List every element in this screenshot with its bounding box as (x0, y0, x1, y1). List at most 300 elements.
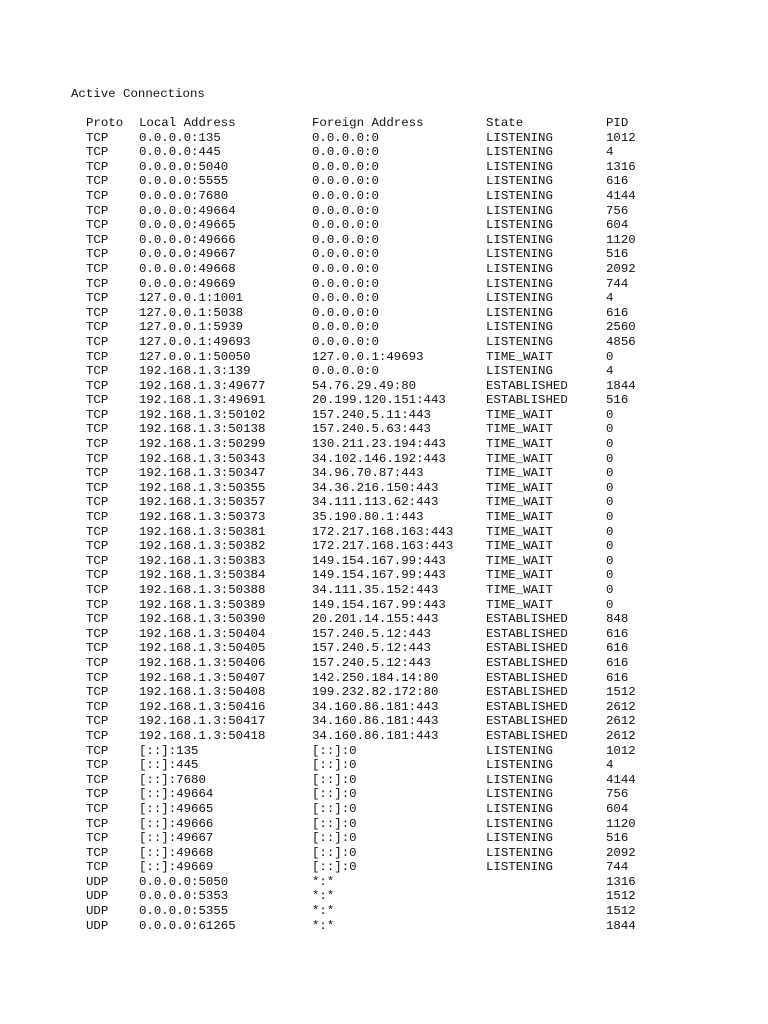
cell-pid: 616 (606, 641, 629, 656)
cell-proto: TCP (86, 334, 109, 349)
cell-foreign-address: 127.0.0.1:49693 (312, 349, 424, 364)
cell-local-address: 192.168.1.3:139 (139, 364, 251, 379)
cell-state: ESTABLISHED (486, 685, 568, 700)
cell-state: LISTENING (486, 334, 553, 349)
cell-proto: TCP (86, 305, 109, 320)
cell-pid: 2560 (606, 320, 636, 335)
cell-foreign-address: 0.0.0.0:0 (312, 291, 379, 306)
cell-foreign-address: 0.0.0.0:0 (312, 247, 379, 262)
table-row (0, 568, 768, 583)
table-row (0, 174, 768, 189)
cell-local-address: 0.0.0.0:7680 (139, 188, 229, 203)
cell-pid: 4144 (606, 188, 636, 203)
cell-pid: 4 (606, 145, 614, 160)
table-row (0, 714, 768, 729)
cell-state: TIME_WAIT (486, 495, 553, 510)
cell-proto: TCP (86, 626, 109, 641)
cell-proto: TCP (86, 787, 109, 802)
table-row (0, 408, 768, 423)
cell-proto: TCP (86, 378, 109, 393)
cell-foreign-address: 149.154.167.99:443 (312, 568, 446, 583)
table-row (0, 612, 768, 627)
cell-local-address: 0.0.0.0:5355 (139, 904, 229, 919)
cell-pid: 4856 (606, 334, 636, 349)
cell-pid: 1012 (606, 743, 636, 758)
cell-proto: TCP (86, 437, 109, 452)
table-row (0, 495, 768, 510)
cell-state: LISTENING (486, 203, 553, 218)
cell-state: ESTABLISHED (486, 670, 568, 685)
cell-foreign-address: [::]:0 (312, 743, 357, 758)
table-row (0, 671, 768, 686)
cell-proto: TCP (86, 568, 109, 583)
cell-foreign-address: [::]:0 (312, 831, 357, 846)
cell-state: LISTENING (486, 218, 553, 233)
table-row (0, 627, 768, 642)
cell-proto: TCP (86, 364, 109, 379)
cell-state: ESTABLISHED (486, 378, 568, 393)
cell-pid: 1844 (606, 918, 636, 933)
cell-foreign-address: 172.217.168.163:443 (312, 539, 454, 554)
cell-pid: 2612 (606, 728, 636, 743)
cell-pid: 1316 (606, 874, 636, 889)
cell-foreign-address: 157.240.5.11:443 (312, 407, 431, 422)
cell-proto: UDP (86, 904, 109, 919)
cell-pid: 1512 (606, 904, 636, 919)
cell-state: ESTABLISHED (486, 641, 568, 656)
cell-proto: TCP (86, 174, 109, 189)
cell-foreign-address: 34.160.86.181:443 (312, 699, 439, 714)
cell-local-address: 192.168.1.3:50405 (139, 641, 266, 656)
cell-local-address: 127.0.0.1:49693 (139, 334, 251, 349)
cell-local-address: 0.0.0.0:135 (139, 130, 221, 145)
cell-pid: 616 (606, 305, 629, 320)
cell-foreign-address: 0.0.0.0:0 (312, 276, 379, 291)
table-row (0, 233, 768, 248)
table-row (0, 145, 768, 160)
cell-foreign-address: 157.240.5.12:443 (312, 626, 431, 641)
cell-state: LISTENING (486, 801, 553, 816)
cell-state: LISTENING (486, 247, 553, 262)
cell-foreign-address: [::]:0 (312, 860, 357, 875)
cell-local-address: [::]:135 (139, 743, 199, 758)
table-row (0, 262, 768, 277)
cell-proto: TCP (86, 451, 109, 466)
cell-state: ESTABLISHED (486, 728, 568, 743)
table-row (0, 554, 768, 569)
table-row (0, 525, 768, 540)
cell-local-address: 0.0.0.0:5353 (139, 889, 229, 904)
table-row (0, 598, 768, 613)
cell-local-address: [::]:49664 (139, 787, 214, 802)
table-row (0, 160, 768, 175)
cell-pid: 0 (606, 495, 614, 510)
cell-pid: 616 (606, 670, 629, 685)
cell-pid: 516 (606, 393, 629, 408)
cell-local-address: 0.0.0.0:49666 (139, 232, 236, 247)
cell-proto: TCP (86, 203, 109, 218)
cell-state: LISTENING (486, 130, 553, 145)
cell-foreign-address: [::]:0 (312, 758, 357, 773)
cell-local-address: 192.168.1.3:50390 (139, 612, 266, 627)
cell-state: ESTABLISHED (486, 626, 568, 641)
cell-proto: TCP (86, 772, 109, 787)
cell-foreign-address: 0.0.0.0:0 (312, 305, 379, 320)
cell-state: TIME_WAIT (486, 597, 553, 612)
table-row (0, 860, 768, 875)
cell-local-address: 192.168.1.3:50384 (139, 568, 266, 583)
cell-local-address: 192.168.1.3:50417 (139, 714, 266, 729)
cell-proto: TCP (86, 232, 109, 247)
table-row (0, 131, 768, 146)
cell-local-address: 0.0.0.0:49667 (139, 247, 236, 262)
cell-local-address: 127.0.0.1:5038 (139, 305, 244, 320)
cell-proto: TCP (86, 480, 109, 495)
cell-proto: TCP (86, 276, 109, 291)
cell-local-address: 192.168.1.3:50404 (139, 626, 266, 641)
column-header-foreign-address: Foreign Address (312, 116, 424, 130)
cell-proto: TCP (86, 159, 109, 174)
cell-state: LISTENING (486, 772, 553, 787)
table-row (0, 744, 768, 759)
cell-local-address: 0.0.0.0:49664 (139, 203, 236, 218)
cell-pid: 604 (606, 801, 629, 816)
cell-local-address: [::]:445 (139, 758, 199, 773)
cell-pid: 1120 (606, 232, 636, 247)
table-row (0, 306, 768, 321)
table-row (0, 437, 768, 452)
cell-proto: TCP (86, 670, 109, 685)
cell-state: ESTABLISHED (486, 612, 568, 627)
cell-foreign-address: [::]:0 (312, 801, 357, 816)
cell-foreign-address: 34.111.35.152:443 (312, 583, 439, 597)
cell-foreign-address: 35.190.80.1:443 (312, 510, 424, 525)
cell-local-address: 192.168.1.3:50382 (139, 539, 266, 554)
cell-local-address: [::]:49666 (139, 816, 214, 831)
cell-local-address: [::]:49667 (139, 831, 214, 846)
cell-pid: 2092 (606, 845, 636, 860)
cell-pid: 744 (606, 860, 629, 875)
table-row (0, 277, 768, 292)
table-row (0, 787, 768, 802)
table-row (0, 364, 768, 379)
cell-proto: TCP (86, 539, 109, 554)
cell-state: LISTENING (486, 261, 553, 276)
table-row (0, 466, 768, 481)
cell-pid: 2612 (606, 699, 636, 714)
cell-state: TIME_WAIT (486, 583, 553, 597)
cell-proto: TCP (86, 655, 109, 670)
cell-pid: 1120 (606, 816, 636, 831)
cell-state: LISTENING (486, 816, 553, 831)
cell-foreign-address: 0.0.0.0:0 (312, 188, 379, 203)
cell-local-address: 0.0.0.0:445 (139, 145, 221, 160)
table-row (0, 452, 768, 467)
cell-foreign-address: 0.0.0.0:0 (312, 203, 379, 218)
cell-state: LISTENING (486, 743, 553, 758)
cell-local-address: 192.168.1.3:50357 (139, 495, 266, 510)
cell-pid: 0 (606, 422, 614, 437)
cell-local-address: [::]:49669 (139, 860, 214, 875)
cell-local-address: 192.168.1.3:50299 (139, 437, 266, 452)
cell-proto: TCP (86, 261, 109, 276)
cell-local-address: 127.0.0.1:1001 (139, 291, 244, 306)
cell-local-address: 0.0.0.0:5040 (139, 159, 229, 174)
table-row (0, 422, 768, 437)
table-row (0, 539, 768, 554)
cell-state: ESTABLISHED (486, 714, 568, 729)
column-header-state: State (486, 116, 524, 130)
cell-foreign-address: 157.240.5.12:443 (312, 655, 431, 670)
cell-proto: TCP (86, 524, 109, 539)
cell-foreign-address: *:* (312, 918, 335, 933)
cell-proto: TCP (86, 743, 109, 758)
cell-state: LISTENING (486, 320, 553, 335)
table-row (0, 656, 768, 671)
cell-local-address: 0.0.0.0:61265 (139, 918, 236, 933)
cell-state: LISTENING (486, 758, 553, 773)
cell-pid: 756 (606, 203, 629, 218)
cell-local-address: 0.0.0.0:5050 (139, 874, 229, 889)
table-row (0, 773, 768, 788)
cell-proto: TCP (86, 714, 109, 729)
cell-foreign-address: 0.0.0.0:0 (312, 320, 379, 335)
cell-state: TIME_WAIT (486, 568, 553, 583)
cell-pid: 744 (606, 276, 629, 291)
cell-state: LISTENING (486, 276, 553, 291)
cell-foreign-address: 0.0.0.0:0 (312, 145, 379, 160)
column-header-pid: PID (606, 116, 629, 130)
cell-state: LISTENING (486, 845, 553, 860)
cell-proto: TCP (86, 320, 109, 335)
cell-foreign-address: 0.0.0.0:0 (312, 130, 379, 145)
cell-foreign-address: 130.211.23.194:443 (312, 437, 446, 452)
cell-local-address: 192.168.1.3:49691 (139, 393, 266, 408)
cell-proto: TCP (86, 728, 109, 743)
cell-pid: 616 (606, 626, 629, 641)
cell-local-address: 192.168.1.3:50406 (139, 655, 266, 670)
cell-local-address: 192.168.1.3:50381 (139, 524, 266, 539)
cell-local-address: 192.168.1.3:50373 (139, 510, 266, 525)
cell-foreign-address: 149.154.167.99:443 (312, 597, 446, 612)
cell-pid: 2612 (606, 714, 636, 729)
cell-state: ESTABLISHED (486, 699, 568, 714)
table-row (0, 729, 768, 744)
cell-proto: TCP (86, 597, 109, 612)
cell-state: TIME_WAIT (486, 422, 553, 437)
cell-foreign-address: 54.76.29.49:80 (312, 378, 417, 393)
cell-pid: 0 (606, 466, 614, 481)
cell-proto: TCP (86, 422, 109, 437)
cell-state: LISTENING (486, 174, 553, 189)
cell-proto: TCP (86, 145, 109, 160)
cell-foreign-address: 0.0.0.0:0 (312, 218, 379, 233)
cell-foreign-address: *:* (312, 874, 335, 889)
cell-state: TIME_WAIT (486, 437, 553, 452)
cell-local-address: 0.0.0.0:5555 (139, 174, 229, 189)
cell-local-address: [::]:49668 (139, 845, 214, 860)
cell-proto: TCP (86, 758, 109, 773)
cell-foreign-address: 149.154.167.99:443 (312, 553, 446, 568)
table-row (0, 189, 768, 204)
cell-pid: 0 (606, 480, 614, 495)
cell-proto: TCP (86, 291, 109, 306)
cell-pid: 1844 (606, 378, 636, 393)
cell-foreign-address: 172.217.168.163:443 (312, 524, 454, 539)
cell-state: TIME_WAIT (486, 451, 553, 466)
cell-local-address: 192.168.1.3:50389 (139, 597, 266, 612)
cell-state: LISTENING (486, 860, 553, 875)
cell-proto: TCP (86, 860, 109, 875)
cell-local-address: [::]:49665 (139, 801, 214, 816)
cell-pid: 516 (606, 831, 629, 846)
cell-pid: 1512 (606, 685, 636, 700)
cell-pid: 2092 (606, 261, 636, 276)
table-row (0, 291, 768, 306)
cell-pid: 516 (606, 247, 629, 262)
cell-state: ESTABLISHED (486, 393, 568, 408)
cell-state: LISTENING (486, 291, 553, 306)
cell-local-address: 192.168.1.3:50408 (139, 685, 266, 700)
cell-state: LISTENING (486, 831, 553, 846)
section-title: Active Connections (71, 87, 205, 101)
cell-pid: 4 (606, 291, 614, 306)
cell-local-address: 192.168.1.3:50416 (139, 699, 266, 714)
cell-proto: TCP (86, 393, 109, 408)
cell-state: TIME_WAIT (486, 480, 553, 495)
cell-foreign-address: *:* (312, 904, 335, 919)
cell-state: LISTENING (486, 159, 553, 174)
cell-state: TIME_WAIT (486, 407, 553, 422)
cell-local-address: [::]:7680 (139, 772, 206, 787)
cell-proto: TCP (86, 699, 109, 714)
cell-proto: TCP (86, 495, 109, 510)
cell-proto: TCP (86, 685, 109, 700)
cell-state: TIME_WAIT (486, 349, 553, 364)
table-row (0, 817, 768, 832)
cell-local-address: 192.168.1.3:50418 (139, 728, 266, 743)
cell-pid: 0 (606, 451, 614, 466)
cell-state: TIME_WAIT (486, 510, 553, 525)
cell-proto: UDP (86, 889, 109, 904)
cell-pid: 0 (606, 524, 614, 539)
cell-foreign-address: 199.232.82.172:80 (312, 685, 439, 700)
cell-state: TIME_WAIT (486, 524, 553, 539)
cell-proto: TCP (86, 845, 109, 860)
cell-local-address: 127.0.0.1:50050 (139, 349, 251, 364)
cell-foreign-address: 142.250.184.14:80 (312, 670, 439, 685)
cell-proto: TCP (86, 831, 109, 846)
cell-state: ESTABLISHED (486, 655, 568, 670)
cell-proto: TCP (86, 801, 109, 816)
table-row (0, 875, 768, 890)
table-row (0, 218, 768, 233)
cell-pid: 0 (606, 568, 614, 583)
table-row (0, 320, 768, 335)
cell-pid: 0 (606, 583, 614, 597)
cell-state: TIME_WAIT (486, 553, 553, 568)
table-row (0, 204, 768, 219)
cell-foreign-address: [::]:0 (312, 787, 357, 802)
table-row (0, 802, 768, 817)
cell-pid: 756 (606, 787, 629, 802)
cell-foreign-address: 34.160.86.181:443 (312, 728, 439, 743)
cell-foreign-address: 20.201.14.155:443 (312, 612, 439, 627)
cell-local-address: 192.168.1.3:49677 (139, 378, 266, 393)
cell-local-address: 127.0.0.1:5939 (139, 320, 244, 335)
cell-foreign-address: [::]:0 (312, 772, 357, 787)
cell-pid: 4144 (606, 772, 636, 787)
table-row (0, 700, 768, 715)
cell-foreign-address: 0.0.0.0:0 (312, 159, 379, 174)
table-row (0, 583, 768, 598)
cell-local-address: 0.0.0.0:49668 (139, 261, 236, 276)
cell-foreign-address: 0.0.0.0:0 (312, 261, 379, 276)
cell-local-address: 192.168.1.3:50343 (139, 451, 266, 466)
cell-foreign-address: 157.240.5.12:443 (312, 641, 431, 656)
cell-proto: TCP (86, 407, 109, 422)
table-row (0, 247, 768, 262)
cell-proto: TCP (86, 553, 109, 568)
cell-proto: TCP (86, 188, 109, 203)
cell-pid: 4 (606, 364, 614, 379)
cell-pid: 0 (606, 437, 614, 452)
cell-foreign-address: 34.36.216.150:443 (312, 480, 439, 495)
cell-proto: TCP (86, 247, 109, 262)
cell-local-address: 192.168.1.3:50388 (139, 583, 266, 597)
cell-local-address: 192.168.1.3:50102 (139, 407, 266, 422)
table-row (0, 481, 768, 496)
table-row (0, 335, 768, 350)
table-row (0, 685, 768, 700)
cell-proto: TCP (86, 218, 109, 233)
table-row (0, 510, 768, 525)
cell-foreign-address: 157.240.5.63:443 (312, 422, 431, 437)
table-row (0, 350, 768, 365)
table-row (0, 889, 768, 904)
cell-local-address: 192.168.1.3:50138 (139, 422, 266, 437)
cell-pid: 0 (606, 407, 614, 422)
cell-proto: TCP (86, 583, 109, 597)
cell-pid: 848 (606, 612, 629, 627)
column-header-proto: Proto (86, 116, 124, 130)
cell-pid: 0 (606, 510, 614, 525)
cell-state: LISTENING (486, 145, 553, 160)
cell-proto: TCP (86, 130, 109, 145)
cell-proto: TCP (86, 510, 109, 525)
cell-local-address: 192.168.1.3:50407 (139, 670, 266, 685)
cell-local-address: 192.168.1.3:50347 (139, 466, 266, 481)
cell-state: LISTENING (486, 305, 553, 320)
cell-foreign-address: [::]:0 (312, 816, 357, 831)
cell-pid: 4 (606, 758, 614, 773)
cell-pid: 0 (606, 597, 614, 612)
cell-state: LISTENING (486, 787, 553, 802)
cell-foreign-address: 0.0.0.0:0 (312, 334, 379, 349)
cell-pid: 604 (606, 218, 629, 233)
cell-pid: 616 (606, 174, 629, 189)
table-row (0, 393, 768, 408)
table-row (0, 379, 768, 394)
table-row (0, 846, 768, 861)
cell-proto: UDP (86, 874, 109, 889)
cell-pid: 0 (606, 553, 614, 568)
cell-proto: TCP (86, 816, 109, 831)
cell-state: LISTENING (486, 188, 553, 203)
table-row (0, 758, 768, 773)
column-header-local-address: Local Address (139, 116, 236, 130)
cell-pid: 616 (606, 655, 629, 670)
